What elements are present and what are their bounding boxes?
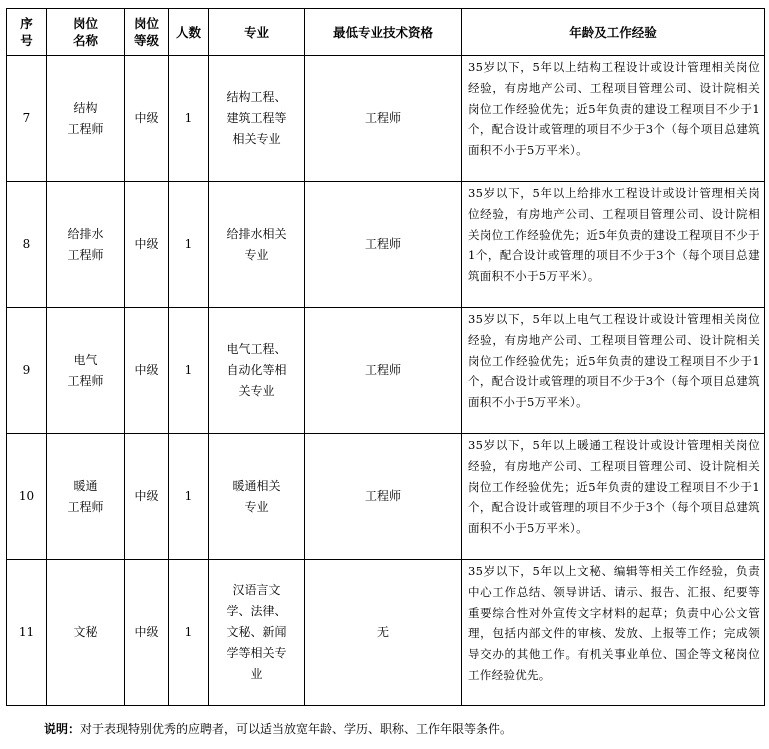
header-grade: 岗位 等级 (125, 9, 169, 56)
table-row (7, 182, 765, 308)
cell-grade: 中级 (125, 308, 169, 434)
cell-qualification: 工程师 (305, 434, 462, 560)
cell-grade: 中级 (125, 434, 169, 560)
cell-major: 暖通相关 专业 (209, 434, 305, 560)
header-position: 岗位 名称 (47, 9, 125, 56)
cell-position: 结构 工程师 (47, 56, 125, 182)
header-count: 人数 (169, 9, 209, 56)
cell-position: 电气 工程师 (47, 308, 125, 434)
cell-experience: 35岁以下，5年以上文秘、编辑等相关工作经验，负责中心工作总结、领导讲话、请示、报告、汇报、纪要等重要综合性对外宣传文字材料的起草；负责中心公文管理，包括内部文件的审核、发放、上报等工作；完成领导交办的其他工作。有机关事业单位、国企等文秘岗位工作经验优先。 (462, 560, 765, 706)
job-table (6, 8, 765, 706)
cell-position: 文秘 (47, 560, 125, 706)
cell-major: 电气工程、 自动化等相 关专业 (209, 308, 305, 434)
table-row (7, 560, 765, 706)
cell-no: 8 (7, 182, 47, 308)
cell-position: 给排水 工程师 (47, 182, 125, 308)
cell-major: 给排水相关 专业 (209, 182, 305, 308)
cell-grade: 中级 (125, 56, 169, 182)
cell-no: 11 (7, 560, 47, 706)
cell-experience: 35岁以下，5年以上电气工程设计或设计管理相关岗位经验，有房地产公司、工程项目管理公司、设计院相关岗位工作经验优先；近5年负责的建设工程项目不少于1个，配合设计或管理的项目不少于3个（每个项目总建筑面积不小于5万平米）。 (462, 308, 765, 434)
footnote-text: 对于表现特别优秀的应聘者，可以适当放宽年龄、学历、职称、工作年限等条件。 (80, 722, 513, 736)
cell-major: 汉语言文 学、法律、 文秘、新闻 学等相关专 业 (209, 560, 305, 706)
footnote (44, 720, 512, 737)
table-row (7, 434, 765, 560)
header-experience: 年龄及工作经验 (462, 9, 765, 56)
table-row (7, 56, 765, 182)
cell-experience: 35岁以下，5年以上结构工程设计或设计管理相关岗位经验，有房地产公司、工程项目管理公司、设计院相关岗位工作经验优先；近5年负责的建设工程项目不少于1个，配合设计或管理的项目不少于3个（每个项目总建筑面积不小于5万平米）。 (462, 56, 765, 182)
cell-qualification: 工程师 (305, 56, 462, 182)
cell-qualification: 无 (305, 560, 462, 706)
cell-no: 10 (7, 434, 47, 560)
cell-count: 1 (169, 182, 209, 308)
cell-no: 9 (7, 308, 47, 434)
header-no: 序 号 (7, 9, 47, 56)
header-qualification: 最低专业技术资格 (305, 9, 462, 56)
cell-experience: 35岁以下，5年以上暖通工程设计或设计管理相关岗位经验，有房地产公司、工程项目管理公司、设计院相关岗位工作经验优先；近5年负责的建设工程项目不少于1个，配合设计或管理的项目不少于3个（每个项目总建筑面积不小于5万平米）。 (462, 434, 765, 560)
table-header-row (7, 9, 765, 56)
table-row (7, 308, 765, 434)
cell-grade: 中级 (125, 560, 169, 706)
header-major: 专业 (209, 9, 305, 56)
cell-count: 1 (169, 560, 209, 706)
footnote-label: 说明： (44, 722, 81, 736)
cell-experience: 35岁以下，5年以上给排水工程设计或设计管理相关岗位经验，有房地产公司、工程项目管理公司、设计院相关岗位工作经验优先；近5年负责的建设工程项目不少于1个，配合设计或管理的项目不少于3个（每个项目总建筑面积不小于5万平米）。 (462, 182, 765, 308)
cell-grade: 中级 (125, 182, 169, 308)
cell-count: 1 (169, 308, 209, 434)
cell-position: 暖通 工程师 (47, 434, 125, 560)
cell-qualification: 工程师 (305, 182, 462, 308)
cell-no: 7 (7, 56, 47, 182)
cell-count: 1 (169, 56, 209, 182)
cell-major: 结构工程、 建筑工程等 相关专业 (209, 56, 305, 182)
cell-count: 1 (169, 434, 209, 560)
cell-qualification: 工程师 (305, 308, 462, 434)
